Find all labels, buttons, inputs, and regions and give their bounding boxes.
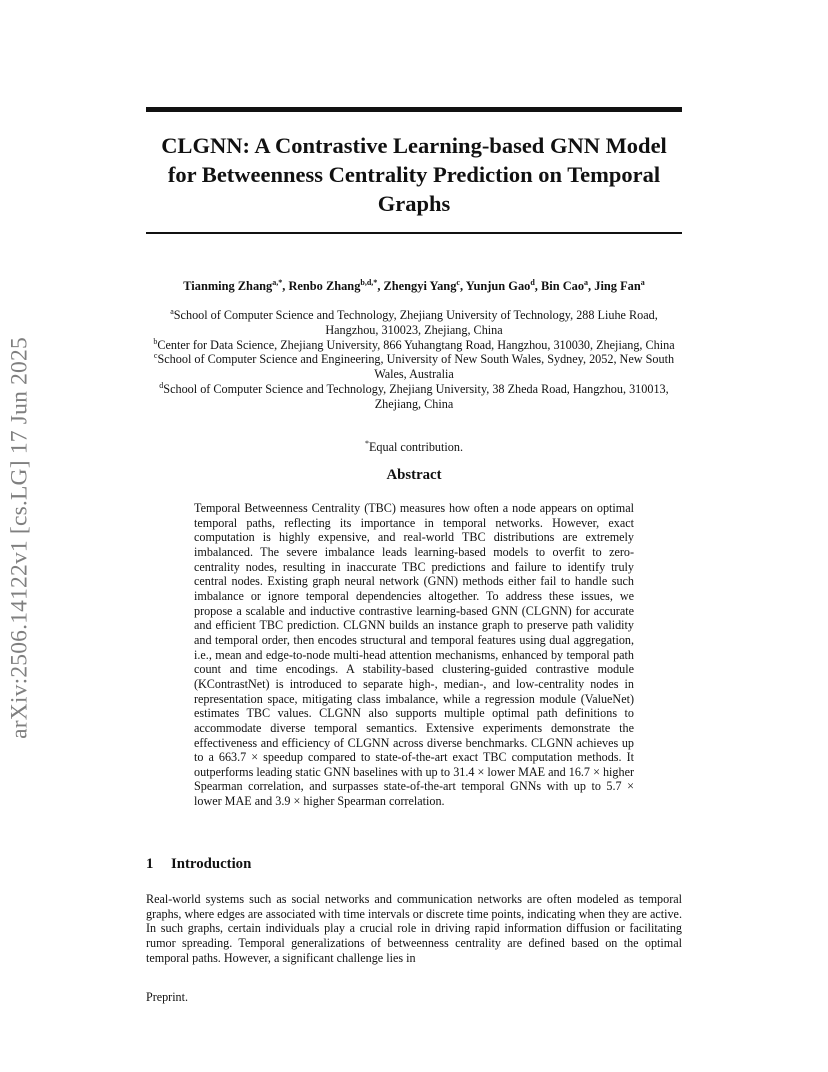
author: Tianming Zhang$^{a,*}$, xyxy=(183,278,289,293)
affiliation: $^a$School of Computer Science and Technology, Zhejiang University of Technology, 288 Liuhe Road, Hangzhou, 310023, Zhejiang, China xyxy=(170,307,658,337)
title-line-3: Graphs xyxy=(377,191,451,216)
section-title: Introduction xyxy=(171,856,252,872)
affiliation-list xyxy=(146,308,682,412)
author: Yunjun Gao$^d$, xyxy=(465,278,541,293)
equal-contribution-note: *Equal contribution. xyxy=(364,439,464,454)
affiliation: $^d$School of Computer Science and Technology, Zhejiang University, 38 Zheda Road, Hangzhou, 310013, Zhejiang, China xyxy=(159,380,669,411)
title-line-2: for Betweenness Centrality Prediction on Temporal xyxy=(167,162,661,187)
title-rule-top xyxy=(146,107,682,112)
section-heading-introduction xyxy=(146,856,251,873)
section-number: 1 xyxy=(146,856,154,872)
author: Bin Cao$^a$, xyxy=(541,278,595,293)
affiliation: $^c$School of Computer Science and Engineering, University of New South Wales, Sydney, 2052, New South Wales, Australia xyxy=(153,351,675,382)
author: Zhengyi Yang$^c$, xyxy=(383,278,466,293)
arxiv-identifier-text: arXiv:2506.14122v1 [cs.LG] 17 Jun 2025 xyxy=(6,337,33,739)
author: Renbo Zhang$^{b,d,*}$, xyxy=(288,278,384,293)
title-rule-bottom xyxy=(146,232,682,234)
title-line-1: CLGNN: A Contrastive Learning-based GNN Model xyxy=(161,133,667,158)
preprint-footer: Preprint. xyxy=(146,990,188,1004)
author: Jing Fan$^a$ xyxy=(594,278,645,293)
abstract-heading: Abstract xyxy=(386,467,442,483)
paper-title xyxy=(146,131,682,218)
abstract-text: Temporal Betweenness Centrality (TBC) measures how often a node appears on optimal temporal paths, reflecting its importance in temporal networks. However, exact computation is highly expensive, and real-world TBC distributions are extremely imbalanced. The severe imbalance leads learning-based models to overfit to zero-centrality nodes, resulting in inaccurate TBC predictions and failure to identify truly central nodes. Existing graph neural network (GNN) methods either fail to handle such imbalance or ignore temporal dependencies altogether. To address these issues, we propose a scalable and inductive contrastive learning-based GNN (CLGNN) for accurate and efficient TBC prediction. CLGNN builds an instance graph to preserve path validity and temporal order, then encodes structural and temporal features using dual aggregation, i.e., mean and edge-to-node multi-head attention mechanisms, enhanced by temporal path count and time encodings. A stability-based clustering-guided contrastive module (KContrastNet) is introduced to separate high-, median-, and low-centrality nodes in representation space, mitigating class imbalance, while a regression module (ValueNet) estimates TBC values. CLGNN also supports multiple optimal path definitions to accommodate diverse temporal semantics. Extensive experiments demonstrate the effectiveness and efficiency of CLGNN across diverse benchmarks. CLGNN achieves up to a 663.7 × speedup compared to state-of-the-art exact TBC computation methods. It outperforms leading static GNN baselines with up to 31.4 × lower MAE and 16.7 × higher Spearman correlation, and surpasses state-of-the-art temporal GNNs with up to 5.7 × lower MAE and 3.9 × higher Spearman correlation. xyxy=(194,501,634,809)
author-list xyxy=(146,279,682,294)
affiliation: $^b$Center for Data Science, Zhejiang University, 866 Yuhangtang Road, Hangzhou, 310030, Zhejiang, China xyxy=(153,336,675,352)
introduction-text: Real-world systems such as social networks and communication networks are often modeled as temporal graphs, where edges are associated with time intervals or discrete time points, indicating when they are active. In such graphs, certain individuals play a crucial role in driving rapid information diffusion or facilitating rumor spreading. Temporal generalizations of betweenness centrality are defined based on the optimal temporal paths. However, a significant challenge lies in xyxy=(146,892,682,965)
